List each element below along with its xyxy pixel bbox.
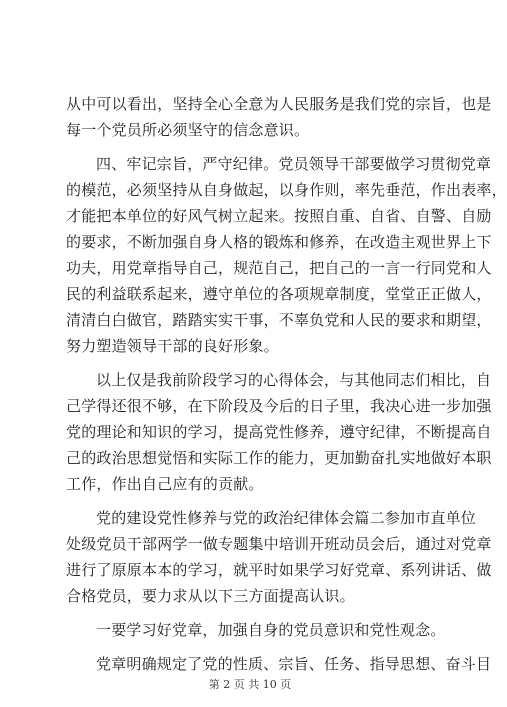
text-line: 合格党员，要力求从以下三方面提高认识。 bbox=[66, 587, 355, 605]
text-line: 民的利益联系起来，遵守单位的各项规章制度，堂堂正正做人， bbox=[66, 285, 492, 303]
text-line: 清清白白做官，踏踏实实干事，不辜负党和人民的要求和期望， bbox=[66, 311, 492, 329]
paragraph-gap bbox=[66, 143, 438, 151]
text-line: 才能把本单位的好风气树立起来。按照自重、自省、自警、自励 bbox=[66, 207, 492, 225]
text-line: 己的政治思想觉悟和实际工作的能力，更加勤奋扎实地做好本职 bbox=[66, 449, 492, 467]
text-line: 己学得还很不够，在下阶段及今后的日子里，我决心进一步加强 bbox=[66, 397, 492, 415]
text-line: 的要求，不断加强自身人格的锻炼和修养，在改造主观世界上下 bbox=[66, 233, 492, 251]
text-line: 党的建设党性修养与党的政治纪律体会篇二参加市直单位 bbox=[96, 509, 477, 527]
text-line: 功夫，用党章指导自己，规范自己，把自己的一言一行同党和人 bbox=[66, 259, 492, 277]
text-line: 处级党员干部两学一做专题集中培训开班动员会后，通过对党章 bbox=[66, 535, 492, 553]
text-line: 四、牢记宗旨，严守纪律。党员领导干部要做学习贯彻党章 bbox=[96, 155, 492, 173]
text-line: 党的理论和知识的学习，提高党性修养，遵守纪律，不断提高自 bbox=[66, 423, 492, 441]
paragraph-gap bbox=[66, 609, 438, 617]
text-line: 一要学习好党章，加强自身的党员意识和党性观念。 bbox=[96, 621, 446, 639]
text-line: 从中可以看出，坚持全心全意为人民服务是我们党的宗旨，也是 bbox=[66, 95, 492, 113]
text-line: 党章明确规定了党的性质、宗旨、任务、指导思想、奋斗目 bbox=[96, 655, 492, 673]
paragraph-gap bbox=[66, 497, 438, 505]
paragraph-gap bbox=[66, 359, 438, 367]
text-line: 努力塑造领导干部的良好形象。 bbox=[66, 337, 279, 355]
text-line: 工作，作出自己应有的贡献。 bbox=[66, 475, 264, 493]
text-line: 进行了原原本本的学习，就平时如果学习好党章、系列讲话、做 bbox=[66, 561, 492, 579]
text-line: 每一个党员所必须坚守的信念意识。 bbox=[66, 121, 310, 139]
text-line: 的模范，必须坚持从自身做起，以身作则，率先垂范，作出表率， bbox=[66, 181, 507, 199]
text-line: 以上仅是我前阶段学习的心得体会，与其他同志们相比，自 bbox=[96, 371, 492, 389]
page-footer: 第 2 页 共 10 页 bbox=[208, 678, 292, 691]
paragraph-gap bbox=[66, 643, 438, 651]
document-body bbox=[66, 91, 507, 677]
